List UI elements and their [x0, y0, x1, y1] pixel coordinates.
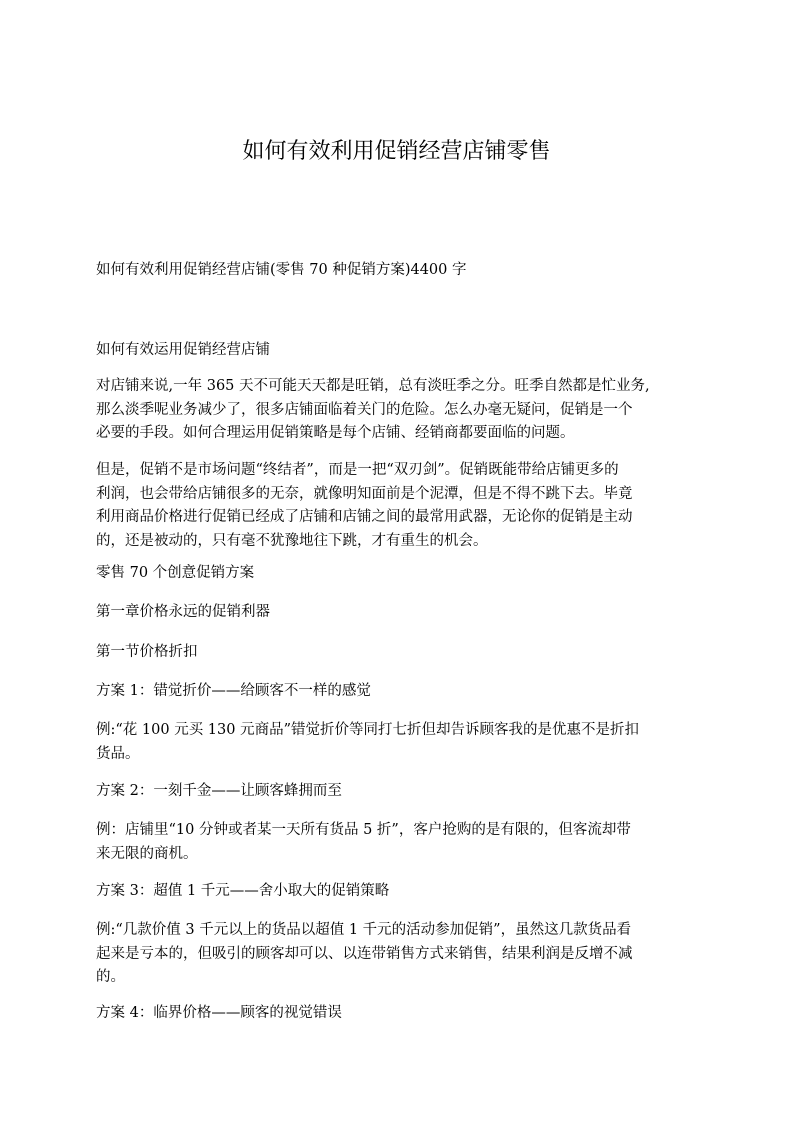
example-paragraph — [96, 919, 716, 990]
text-line: 例：店铺里“10 分钟或者某一天所有货品 5 折”，客户抢购的是有限的，但客流却带 — [96, 822, 631, 838]
section-heading — [96, 641, 716, 665]
plan-heading — [96, 680, 716, 704]
text-line: 方案 4：临界价格——顾客的视觉错误 — [96, 1005, 342, 1021]
section-heading — [96, 562, 716, 586]
text-line: 例:“花 100 元买 130 元商品”错觉折价等同打七折但却告诉顾客我的是优惠不是折扣 — [96, 722, 639, 738]
text-line: 例:“几款价值 3 千元以上的货品以超值 1 千元的活动参加促销”，虽然这几款货品看 — [96, 922, 632, 938]
plan-heading — [96, 1002, 716, 1026]
text-line: 方案 1：错觉折价——给顾客不一样的感觉 — [96, 683, 371, 699]
text-line: 来无限的商机。 — [96, 845, 198, 862]
paragraph — [96, 375, 716, 446]
document-subtitle: 如何有效利用促销经营店铺(零售 70 种促销方案)4400 字 — [96, 262, 467, 278]
example-paragraph — [96, 819, 716, 866]
text-line: 方案 3：超值 1 千元——舍小取大的促销策略 — [96, 883, 390, 899]
text-line: 方案 2：一刻千金——让顾客蜂拥而至 — [96, 783, 342, 799]
text-line: 利用商品价格进行促销已经成了店铺和店铺之间的最常用武器，无论你的促销是主动 — [96, 509, 633, 525]
plan-heading — [96, 780, 716, 804]
text-line: 第一章价格永远的促销利器 — [96, 604, 270, 620]
text-line: 货品。 — [96, 745, 140, 762]
text-line: 零售 70 个创意促销方案 — [96, 565, 255, 581]
text-line: 必要的手段。如何合理运用促销策略是每个店铺、经销商都要面临的问题。 — [96, 425, 575, 441]
text-line: 但是，促销不是市场问题“终结者”，而是一把“双刃剑”。促销既能带给店铺更多的 — [96, 462, 619, 478]
text-line: 对店铺来说,一年 365 天不可能天天都是旺销，总有淡旺季之分。旺季自然都是忙业务, — [96, 378, 650, 394]
example-paragraph — [96, 719, 716, 766]
text-line: 的，还是被动的，只有毫不犹豫地往下跳，才有重生的机会。 — [96, 532, 488, 549]
paragraph — [96, 459, 716, 553]
text-line: 如何有效运用促销经营店铺 — [96, 342, 270, 358]
text-line: 利润，也会带给店铺很多的无奈，就像明知面前是个泥潭，但是不得不跳下去。毕竟 — [96, 485, 633, 502]
text-line: 那么淡季呢业务减少了，很多店铺面临着关门的危险。怎么办毫无疑问，促销是一个 — [96, 401, 633, 418]
text-line: 的。 — [96, 969, 125, 985]
chapter-heading — [96, 601, 716, 625]
section-heading — [96, 339, 716, 363]
text-line: 第一节价格折扣 — [96, 644, 198, 660]
document-title: 如何有效利用促销经营店铺零售 — [242, 139, 551, 164]
plan-heading — [96, 880, 716, 904]
text-line: 起来是亏本的，但吸引的顾客却可以、以连带销售方式来销售，结果利润是反增不减 — [96, 945, 633, 962]
